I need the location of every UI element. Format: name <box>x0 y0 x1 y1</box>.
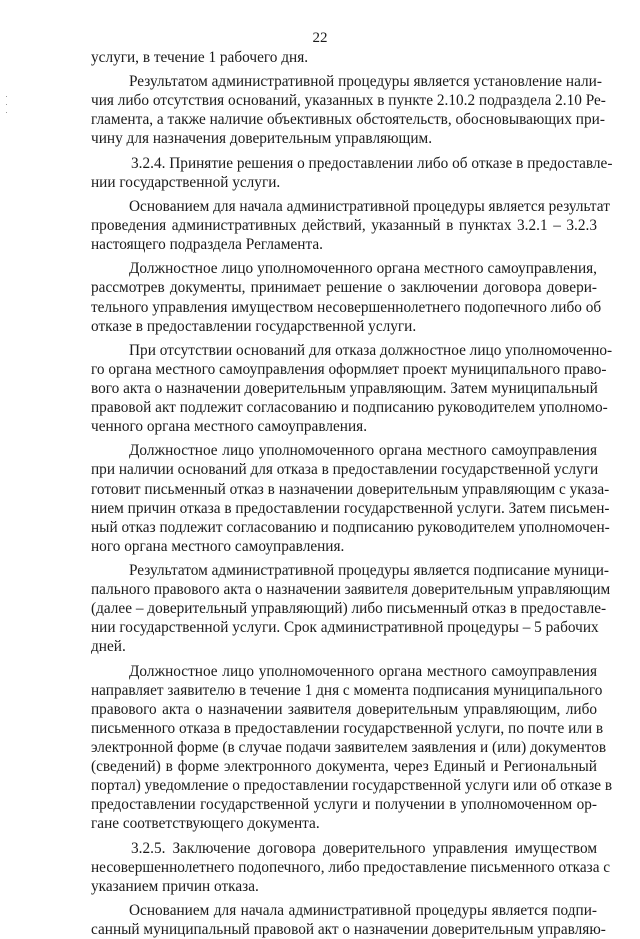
paragraph-service-term <box>91 48 597 67</box>
text-line: ный отказ подлежит согласованию и подписанию руководителем уполномочен- <box>91 518 610 536</box>
text-line: направляет заявителю в течение 1 дня с момента подписания муниципального <box>91 681 603 699</box>
text-line: го органа местного самоуправления оформляет проект муниципального право- <box>91 360 607 378</box>
text-line: 3.2.5. Заключение договора доверительного управления имуществом <box>131 839 597 857</box>
text-line: чия либо отсутствия оснований, указанных в пункте 2.10.2 подраздела 2.10 Ре- <box>91 92 606 110</box>
page-number: 22 <box>312 30 328 46</box>
text-line: правовой акт подлежит согласованию и подписанию руководителем уполномо- <box>91 399 608 417</box>
text-line: готовит письменный отказ в назначении доверительным управляющим с указа- <box>91 480 610 498</box>
text-line: дней. <box>91 638 126 656</box>
text-line: санный муниципальный правовой акт о назначении доверительным управляю- <box>91 920 606 938</box>
text-line: услуги, в течение 1 рабочего дня. <box>91 49 309 66</box>
text-line: правового акта о назначении заявителя доверительным управляющим, либо <box>91 700 597 718</box>
text-line: ного органа местного самоуправления. <box>91 537 345 555</box>
text-line: Результатом административной процедуры является подписание муници- <box>129 562 610 579</box>
text-line: чину для назначения доверительным управляющим. <box>91 130 433 148</box>
text-line: при наличии оснований для отказа в предоставлении государственной услуги <box>91 461 599 479</box>
scan-margin-mark <box>6 112 7 113</box>
paragraph-basis <box>91 197 610 254</box>
text-line: (сведений) в форме электронного документа, через Единый и Региональный <box>91 758 597 776</box>
text-line: пального правового акта о назначении заявителя доверительным управляющим <box>91 581 611 599</box>
text-line: Основанием для начала административной процедуры является подпи- <box>129 901 597 919</box>
text-line: отказе в предоставлении государственной услуги. <box>91 317 417 335</box>
paragraph-refusal <box>91 441 610 556</box>
text-line: проведения административных действий, указанный в пунктах 3.2.1 – 3.2.3 <box>91 217 597 235</box>
text-line: При отсутствии оснований для отказа должностное лицо уполномоченно- <box>129 341 613 359</box>
text-line: Должностное лицо уполномоченного органа местного самоуправления <box>129 662 597 680</box>
text-line: Должностное лицо уполномоченного органа местного самоуправления, <box>129 260 597 278</box>
text-line: тельного управления имуществом несовершеннолетнего подопечного либо об <box>91 298 602 316</box>
text-line: предоставлении государственной услуги и получении в уполномоченном ор- <box>91 796 597 814</box>
text-line: гламента, а также наличие объективных обстоятельств, обосновывающих при- <box>91 111 605 129</box>
paragraph-no-refusal-grounds <box>91 341 613 436</box>
text-line: несовершеннолетнего подопечного, либо предоставление письменного отказа с <box>91 858 611 876</box>
text-line: указанием причин отказа. <box>91 877 259 895</box>
scan-margin-mark <box>6 96 7 97</box>
text-line: портал) уведомление о предоставлении государственной услуги или об отказе в <box>91 777 613 795</box>
section-heading-3-2-5 <box>91 839 611 896</box>
text-line: 3.2.4. Принятие решения о предоставлении либо об отказе в предоставле- <box>131 154 613 172</box>
text-line: электронной форме (в случае подачи заявителем заявления и (или) документов <box>91 738 607 756</box>
paragraph-basis-contract <box>91 901 606 939</box>
text-line: ченного органа местного самоуправления. <box>91 418 368 436</box>
paragraph-notification <box>91 662 613 834</box>
text-line: Результатом административной процедуры является установление нали- <box>129 73 602 91</box>
text-line: (далее – доверительный управляющий) либо письменный отказ в предоставле- <box>91 600 607 618</box>
paragraph-result-grounds <box>91 72 606 148</box>
text-line: вого акта о назначении доверительным управляющим. Затем муниципальный <box>91 379 598 397</box>
paragraph-official-decision <box>91 259 602 335</box>
text-line: письменного отказа в предоставлении государственной услуги, по почте или в <box>91 719 604 737</box>
text-line: нии государственной услуги. <box>91 173 281 191</box>
document-body <box>91 48 613 939</box>
text-line: Основанием для начала административной процедуры является результат <box>129 197 610 215</box>
text-line: нием причин отказа в предоставлении государственной услуги. Затем письмен- <box>91 499 610 517</box>
text-line: Должностное лицо уполномоченного органа местного самоуправления <box>129 442 597 460</box>
text-line: настоящего подраздела Регламента. <box>91 236 323 254</box>
paragraph-result-signing <box>91 561 611 656</box>
text-line: гане соответствующего документа. <box>91 815 320 833</box>
text-line: нии государственной услуги. Срок административной процедуры – 5 рабочих <box>91 619 599 637</box>
section-heading-3-2-4 <box>91 154 613 192</box>
text-line: рассмотрев документы, принимает решение о заключении договора довери- <box>91 279 597 297</box>
scan-margin-mark <box>6 104 7 105</box>
